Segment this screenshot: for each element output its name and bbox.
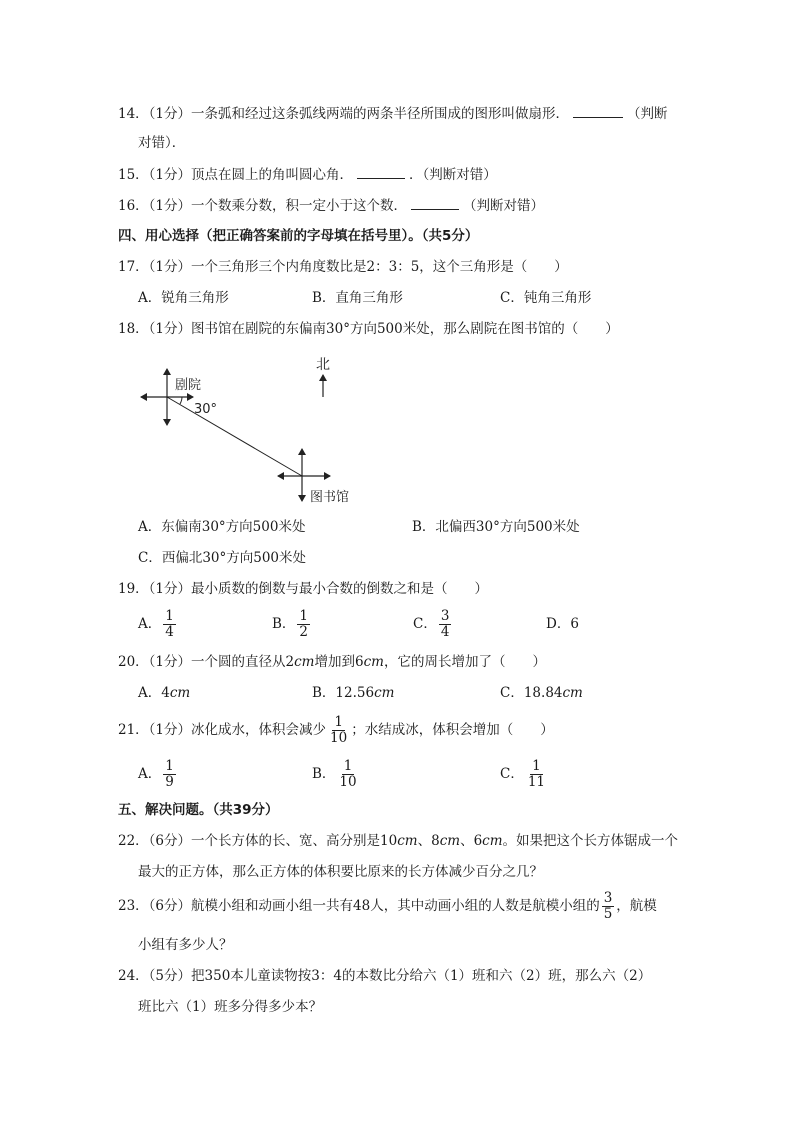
- fraction: $\frac{1}{10}$: [339, 758, 357, 790]
- option-c[interactable]: C．钝角三角形: [500, 290, 592, 306]
- answer-blank[interactable]: [357, 164, 405, 179]
- question-24: 24．（5分）把350本儿童读物按3：4的本数比分给六（1）班和六（2）班，那么六（2）: [118, 968, 652, 984]
- fraction: $\frac{1}{9}$: [165, 758, 174, 790]
- question-15-text: 15．（1分）顶点在圆上的角叫圆心角．: [118, 167, 354, 183]
- option-c[interactable]: C． $\frac{3}{4}$: [413, 608, 450, 640]
- fraction: $\frac{1}{10}$: [330, 714, 348, 746]
- option-c[interactable]: C．西偏北30°方向500米处: [138, 550, 307, 566]
- answer-blank[interactable]: [573, 103, 623, 118]
- library-label: 图书馆: [310, 490, 350, 505]
- judge-hint: （判断: [627, 106, 668, 122]
- section-4-heading: 四、用心选择（把正确答案前的字母填在括号里）。（共5分）: [118, 228, 479, 244]
- question-23-cont: 小组有多少人？: [138, 937, 233, 953]
- answer-blank[interactable]: [411, 195, 459, 210]
- angle-label: 30°: [194, 402, 218, 417]
- question-21: 21．（1分）冰化成水，体积会减少 $\frac{1}{10}$ ；水结成冰，体积会增加（ ）: [118, 714, 554, 746]
- question-17: 17．（1分）一个三角形三个内角度数比是2：3：5，这个三角形是（ ）: [118, 259, 568, 275]
- option-b[interactable]: B． $\frac{1}{2}$: [272, 608, 309, 640]
- question-16: [118, 195, 544, 216]
- option-c[interactable]: C． $\frac{1}{11}$: [500, 758, 546, 790]
- option-a[interactable]: A． $\frac{1}{9}$: [138, 758, 174, 790]
- option-a[interactable]: A．东偏南30°方向500米处: [138, 519, 306, 535]
- question-14-cont: 对错）．: [138, 135, 186, 151]
- section-5-heading: 五、解决问题。（共39分）: [118, 802, 279, 818]
- question-15: [118, 164, 497, 185]
- angle-arc: [180, 397, 182, 404]
- judge-hint: ．（判断对错）: [409, 167, 497, 183]
- option-b[interactable]: B．12.56cm: [312, 685, 395, 701]
- fraction: $\frac{1}{11}$: [527, 758, 546, 790]
- fraction: $\frac{1}{2}$: [299, 608, 309, 640]
- option-d[interactable]: D．6: [546, 616, 579, 632]
- question-20: 20．（1分）一个圆的直径从2cm增加到6cm，它的周长增加了（ ）: [118, 654, 546, 670]
- question-16-text: 16．（1分）一个数乘分数，积一定小于这个数．: [118, 198, 408, 214]
- option-b[interactable]: B．北偏西30°方向500米处: [412, 519, 580, 535]
- question-22: 22．（6分）一个长方体的长、宽、高分别是10cm、8cm、6cm。如果把这个长方体锯成一个: [118, 833, 679, 849]
- fraction: $\frac{3}{4}$: [440, 608, 450, 640]
- question-23: 23．（6分）航模小组和动画小组一共有48人，其中动画小组的人数是航模小组的 $\frac{3}{5}$ ，航模: [118, 890, 657, 922]
- question-24-cont: 班比六（1）班多分得多少本？: [138, 999, 323, 1015]
- option-b[interactable]: B．直角三角形: [312, 290, 403, 306]
- option-c[interactable]: C．18.84cm: [500, 685, 583, 701]
- option-a[interactable]: A．锐角三角形: [138, 290, 229, 306]
- option-a[interactable]: A．4cm: [138, 685, 191, 701]
- question-19: 19．（1分）最小质数的倒数与最小合数的倒数之和是（ ）: [118, 581, 489, 597]
- option-b[interactable]: B． $\frac{1}{10}$: [312, 758, 357, 790]
- judge-hint: （判断对错）: [463, 198, 545, 214]
- north-label: 北: [316, 357, 330, 373]
- fraction: $\frac{1}{4}$: [165, 608, 174, 640]
- question-18: 18．（1分）图书馆在剧院的东偏南30°方向500米处，那么剧院在图书馆的（ ）: [118, 321, 619, 337]
- question-22-cont: 最大的正方体，那么正方体的体积要比原来的长方体减少百分之几？: [138, 864, 543, 880]
- theater-label: 剧院: [175, 378, 202, 393]
- question-14: [118, 103, 668, 124]
- direction-diagram: [130, 345, 370, 510]
- route-line: [167, 397, 302, 476]
- fraction: $\frac{3}{5}$: [603, 890, 613, 922]
- question-14-text: 14．（1分）一条弧和经过这条弧线两端的两条半径所围成的图形叫做扇形．: [118, 106, 570, 122]
- option-a[interactable]: A． $\frac{1}{4}$: [138, 608, 174, 640]
